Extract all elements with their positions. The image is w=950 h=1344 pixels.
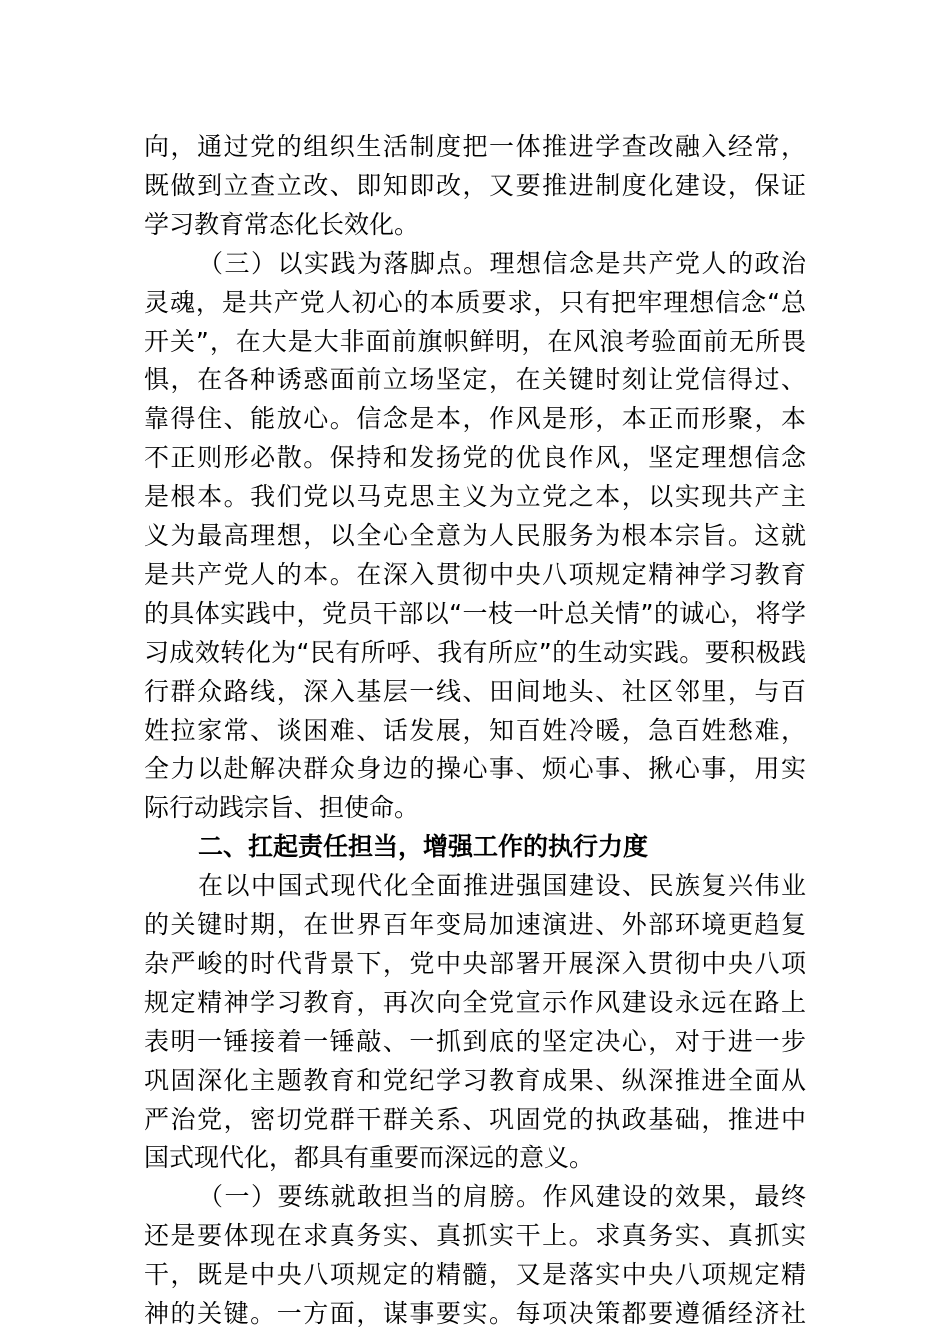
text-line: 还是要体现在求真务实、真抓实干上。求真务实、真抓实 [144,1221,806,1251]
text-line: 规定精神学习教育，再次向全党宣示作风建设永远在路上 [144,987,806,1017]
text-line: 严治党，密切党群干群关系、巩固党的执政基础，推进中 [144,1104,806,1134]
text-line: 既做到立查立改、即知即改，又要推进制度化建设，保证 [144,170,806,200]
text-line: 的关键时期，在世界百年变局加速演进、外部环境更趋复 [144,910,806,940]
text-line: 干，既是中央八项规定的精髓，又是落实中央八项规定精 [144,1260,806,1290]
text-line: 灵魂，是共产党人初心的本质要求，只有把牢理想信念“总 [144,287,806,317]
paragraph-start-line: 在以中国式现代化全面推进强国建设、民族复兴伟业 [198,871,806,901]
text-line: 全力以赴解决群众身边的操心事、烦心事、揪心事，用实 [144,754,806,784]
text-line: 靠得住、能放心。信念是本，作风是形，本正而形聚，本 [144,404,806,434]
text-line: 习成效转化为“民有所呼、我有所应”的生动实践。要积极践 [144,637,806,667]
paragraph-start-line: （三）以实践为落脚点。理想信念是共产党人的政治 [198,248,806,278]
text-line: 的具体实践中，党员干部以“一枝一叶总关情”的诚心，将学 [144,598,806,628]
text-line: 惧，在各种诱惑面前立场坚定，在关键时刻让党信得过、 [144,365,806,395]
text-line: 学习教育常态化长效化。 [144,209,420,239]
section-heading: 二、扛起责任担当，增强工作的执行力度 [198,832,649,862]
text-line: 不正则形必散。保持和发扬党的优良作风，坚定理想信念 [144,443,806,473]
text-line: 开关”，在大是大非面前旗帜鲜明，在风浪考验面前无所畏 [144,326,806,356]
text-line: 向，通过党的组织生活制度把一体推进学查改融入经常， [144,132,806,161]
text-line: 义为最高理想，以全心全意为人民服务为根本宗旨。这就 [144,521,806,551]
text-line: 是共产党人的本。在深入贯彻中央八项规定精神学习教育 [144,559,806,589]
paragraph-start-line: （一）要练就敢担当的肩膀。作风建设的效果，最终 [198,1182,806,1212]
text-line: 行群众路线，深入基层一线、田间地头、社区邻里，与百 [144,676,806,706]
text-line: 姓拉家常、谈困难、话发展，知百姓冷暖，急百姓愁难， [144,715,806,745]
text-line: 神的关键。一方面，谋事要实。每项决策都要遵循经济社 [144,1299,806,1329]
text-line: 国式现代化，都具有重要而深远的意义。 [144,1143,595,1173]
text-line: 表明一锤接着一锤敲、一抓到底的坚定决心，对于进一步 [144,1026,806,1056]
text-line: 巩固深化主题教育和党纪学习教育成果、纵深推进全面从 [144,1065,806,1095]
text-line: 杂严峻的时代背景下，党中央部署开展深入贯彻中央八项 [144,948,806,978]
text-line: 际行动践宗旨、担使命。 [144,793,420,823]
text-line: 是根本。我们党以马克思主义为立党之本，以实现共产主 [144,482,806,512]
